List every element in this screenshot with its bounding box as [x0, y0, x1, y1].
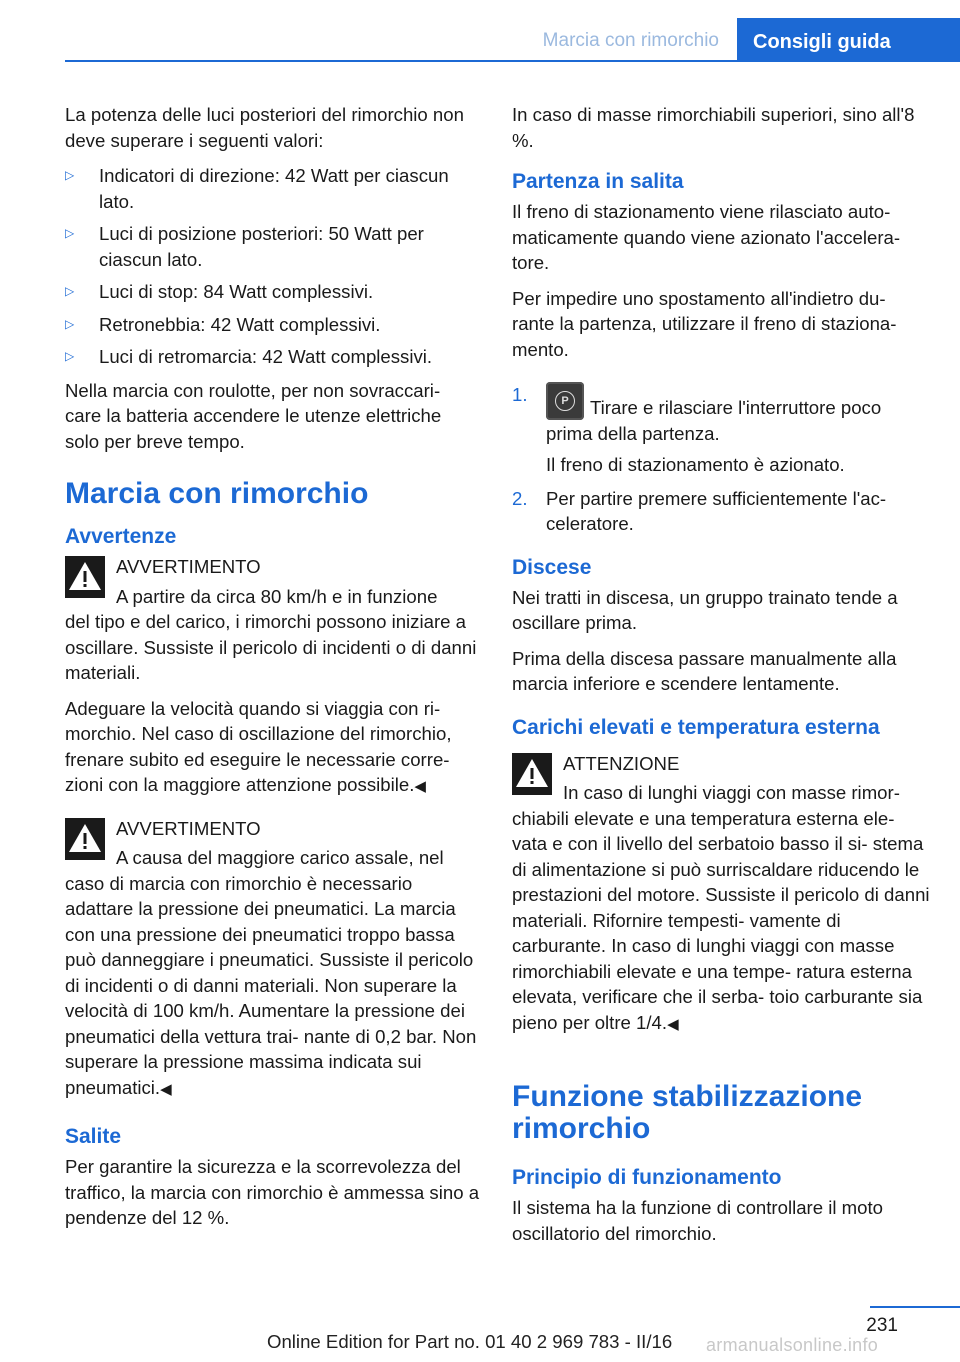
caution-title: ATTENZIONE [563, 752, 680, 774]
downhill-paragraph-1: Nei tratti in discesa, un gruppo trainato tende a oscillare prima. [512, 586, 898, 633]
header-section-title: Marcia con rimorchio [542, 30, 719, 51]
list-item: ▷ Retronebbia: 42 Watt complessivi. [65, 312, 480, 338]
subsection-hill-start: Partenza in salita [512, 170, 684, 193]
list-item: ▷ Luci di posizione posteriori: 50 Watt per ciascun lato. [65, 223, 424, 270]
hill-start-paragraph-2: Per impedire uno spostamento all'indietro du- rante la partenza, utilizzare il freno di staziona- mento. [512, 287, 897, 360]
left-column [65, 102, 480, 1241]
caution-text: chiabili elevate e una temperatura esterna ele- vata e con il livello del serbatoio basso il si- stema di alimentazione si può surriscaldare riducendo le prestazioni del motore. Sussiste il pericolo di danni materiali. Rifornire tempesti- vamente di carburante. In caso di lunghi viaggi con masse rimorchiabili elevate e una tempe- ratura esterna elevata, verificare che il serba- toio carburante sia pieno per oltre 1/4.◀ [512, 807, 930, 1033]
warning-text-line: A partire da circa 80 km/h e in funzione [116, 585, 438, 607]
edition-footer: Online Edition for Part no. 01 40 2 969 783 - II/16 [267, 1331, 673, 1352]
principle-paragraph: Il sistema ha la funzione di controllare il moto oscillatorio del rimorchio. [512, 1197, 884, 1244]
step-number: 2. [512, 487, 528, 509]
uphill-paragraph: Per garantire la sicurezza e la scorrevolezza del traffico, la marcia con rimorchio è ammessa sino a pendenze del 12 %. [65, 1156, 480, 1228]
hill-start-paragraph-1: Il freno di stazionamento viene rilasciato auto- maticamente quando viene azionato l'accelera- tore. [512, 201, 901, 273]
end-marker: ◀ [414, 778, 426, 795]
step-item: 2. Per partire premere sufficientemente l'ac- celeratore. [512, 487, 887, 534]
higher-masses-paragraph: In caso di masse rimorchiabili superiori, sino all'8 %. [512, 104, 915, 151]
triangle-bullet-icon: ▷ [65, 349, 75, 363]
downhill-paragraph-2: Prima della discesa passare manualmente alla marcia inferiore e scendere lentamente. [512, 647, 897, 694]
warning-block-2 [65, 816, 480, 1103]
roulotte-paragraph: Nella marcia con roulotte, per non sovraccari- care la batteria accendere le utenze elettriche solo per breve tempo. [65, 379, 442, 452]
intro-paragraph: La potenza delle luci posteriori del rimorchio non deve superare i seguenti valori: [65, 104, 464, 151]
warning-block-1 [65, 554, 480, 800]
watermark: armanualsonline.info [706, 1335, 879, 1355]
page-number: 231 [866, 1315, 898, 1336]
header-chapter-tab: Consigli guida [737, 18, 960, 62]
step-item: 1. P Tirare e rilasciare l'interruttore poco prima della partenza. Il freno di stazionamento è azionato. [512, 382, 932, 478]
caution-triangle-icon [512, 753, 552, 795]
section-title-stabilization: Funzione stabilizzazione rimorchio [512, 1080, 863, 1145]
caution-block [512, 751, 932, 1038]
warning-triangle-icon [65, 818, 105, 860]
parking-brake-switch-icon: P [546, 382, 584, 420]
subsection-warnings: Avvertenze [65, 525, 177, 548]
step-number: 1. [512, 384, 528, 405]
subsection-downhill: Discese [512, 555, 592, 579]
warning-text: del tipo e del carico, i rimorchi possono iniziare a oscillare. Sussiste il pericolo di incidenti o di danni materiali. [65, 611, 477, 683]
warning-advice: Adeguare la velocità quando si viaggia con ri- morchio. Nel caso di oscillazione del rimorchio, frenare subito ed eseguire le necessarie corre- zioni con la maggiore attenzione possibile.◀ [65, 697, 452, 795]
triangle-bullet-icon: ▷ [65, 316, 75, 331]
warning-title: AVVERTIMENTO [116, 556, 261, 577]
hill-start-steps [512, 382, 932, 537]
warning-triangle-icon [65, 556, 105, 598]
warning-text-line: A causa del maggiore carico assale, nel [116, 847, 444, 868]
end-marker: ◀ [667, 1015, 679, 1033]
subsection-principle: Principio di funzionamento [512, 1166, 782, 1189]
section-title-trailer: Marcia con rimorchio [65, 477, 369, 510]
triangle-bullet-icon: ▷ [65, 284, 75, 298]
right-column [512, 102, 932, 1256]
warning-text: caso di marcia con rimorchio è necessario adattare la pressione dei pneumatici. La marcia con una pressione dei pneumatici troppo bassa può danneggiare i pneumatici. Sussiste il pericolo di incidenti o di danni materiali. Non superare la velocità di 100 km/h. Aumentare la pressione dei pneumatici della vettura trai- nante di 0,2 bar. Non superare la pressione massima indicata sui pneumatici.◀ [65, 872, 477, 1098]
footer-rule [870, 1306, 960, 1308]
triangle-bullet-icon: ▷ [65, 226, 75, 240]
warning-title: AVVERTIMENTO [116, 817, 261, 839]
subsection-heavy-loads: Carichi elevati e temperatura esterna [512, 715, 880, 739]
caution-text-line: In caso di lunghi viaggi con masse rimor- [563, 782, 900, 803]
end-marker: ◀ [160, 1080, 172, 1098]
list-item: ▷ Luci di retromarcia: 42 Watt complessivi. [65, 344, 480, 370]
list-item: ▷ Indicatori di direzione: 42 Watt per ciascun lato. [65, 165, 449, 212]
subsection-uphill: Salite [65, 1125, 122, 1148]
step-result: Il freno di stazionamento è azionato. [546, 454, 845, 475]
triangle-bullet-icon: ▷ [65, 168, 75, 182]
list-item: ▷ Luci di stop: 84 Watt complessivi. [65, 279, 480, 305]
header-rule [65, 60, 960, 62]
light-power-list [65, 163, 480, 370]
